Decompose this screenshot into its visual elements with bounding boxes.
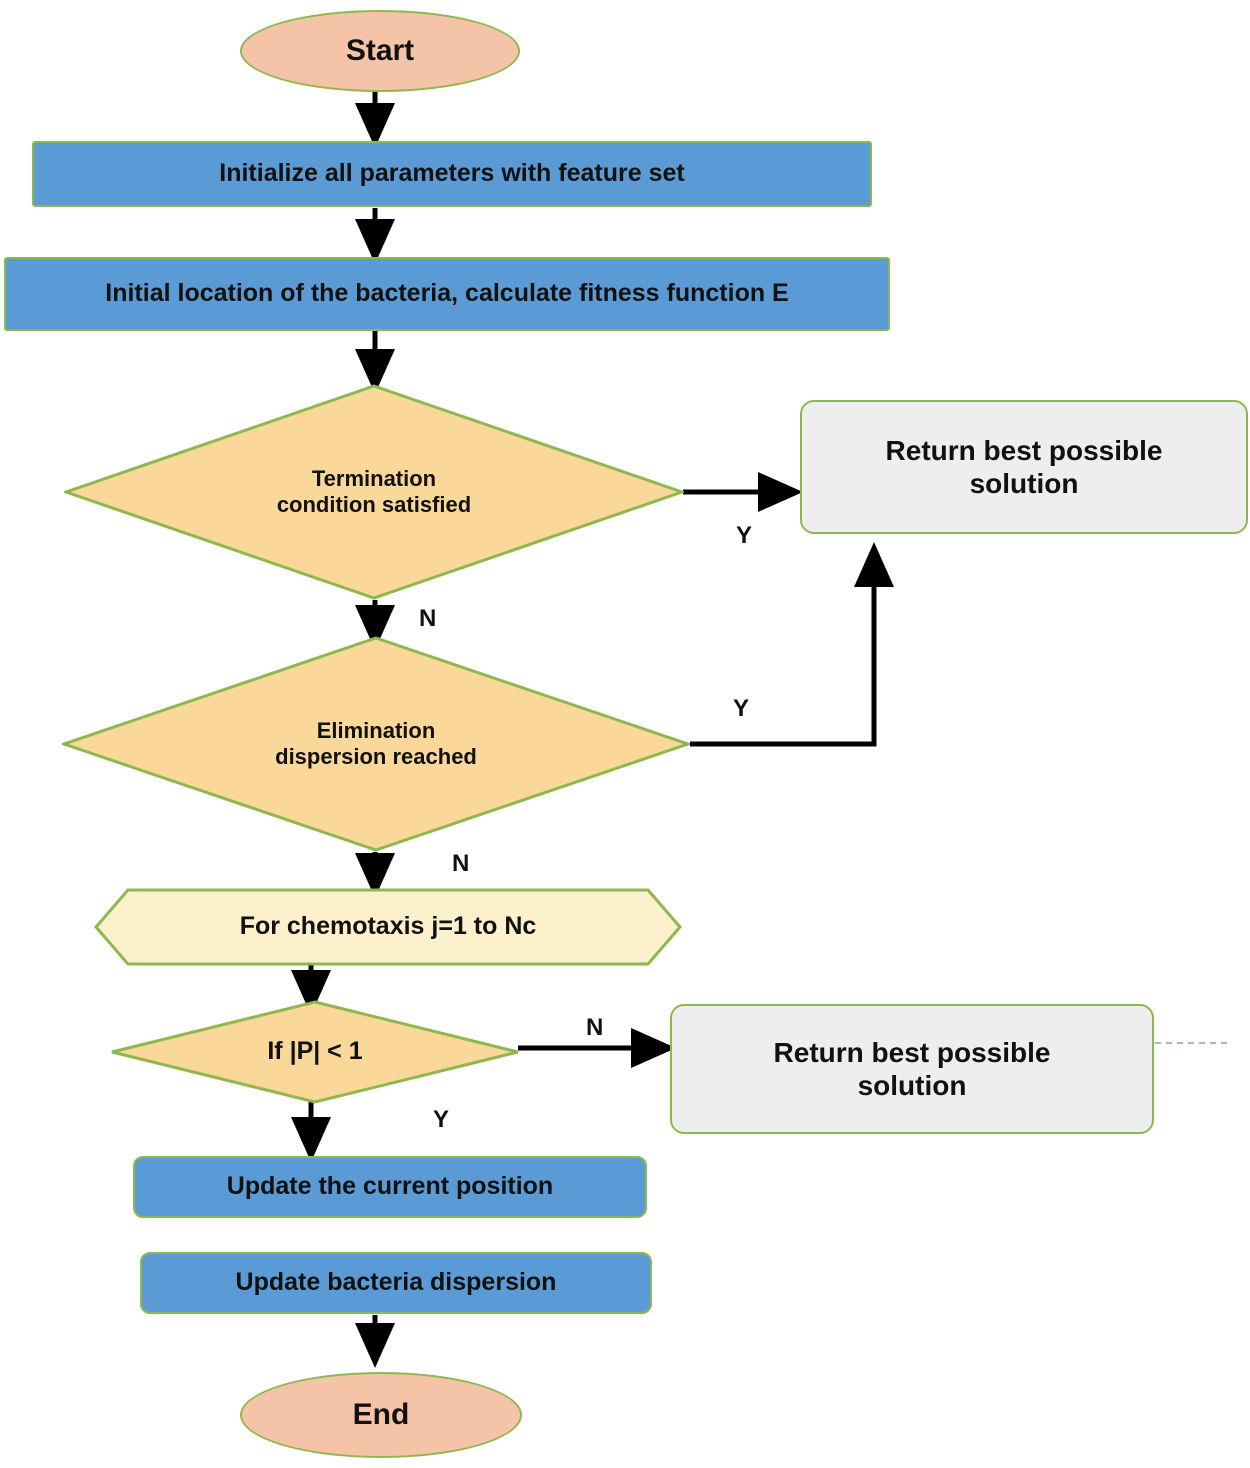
node-end[interactable] bbox=[240, 1372, 522, 1458]
node-update-dispersion[interactable] bbox=[140, 1252, 652, 1314]
edge-label-termination-yes: Y bbox=[736, 522, 753, 549]
node-initialize-parameters[interactable] bbox=[32, 141, 872, 207]
node-end-label: End bbox=[352, 1398, 410, 1432]
node-update-position-label: Update the current position bbox=[226, 1172, 554, 1201]
node-chemotaxis-loop-label: For chemotaxis j=1 to Nc bbox=[239, 912, 537, 941]
node-return-best-bottom-line1: Return best possible bbox=[773, 1036, 1051, 1068]
edge-label-if-p-yes: Y bbox=[433, 1106, 450, 1133]
node-return-best-solution-top[interactable] bbox=[800, 400, 1248, 534]
node-if-p-line1: If |P| < 1 bbox=[267, 1037, 363, 1066]
node-return-best-top-line2: solution bbox=[969, 468, 1079, 499]
node-termination-line1: Termination bbox=[311, 466, 437, 492]
node-start[interactable] bbox=[240, 10, 520, 92]
node-update-position[interactable] bbox=[133, 1156, 647, 1218]
node-initial-location[interactable] bbox=[4, 257, 890, 331]
node-elimination-line2: dispersion reached bbox=[275, 744, 477, 769]
node-elimination-line1: Elimination bbox=[316, 718, 436, 744]
edge-label-elimination-no: N bbox=[452, 850, 470, 877]
node-termination-decision[interactable] bbox=[64, 384, 684, 600]
node-start-label: Start bbox=[345, 34, 415, 68]
node-elimination-decision[interactable] bbox=[62, 636, 690, 852]
node-return-best-solution-bottom[interactable] bbox=[670, 1004, 1154, 1134]
node-if-p-decision[interactable] bbox=[110, 1000, 520, 1104]
node-initialize-parameters-label: Initialize all parameters with feature set bbox=[219, 159, 685, 188]
node-initial-location-label: Initial location of the bacteria, calculate fitness function E bbox=[105, 279, 789, 308]
edge-label-elimination-yes: Y bbox=[733, 695, 750, 722]
node-return-best-top-line1: Return best possible bbox=[885, 434, 1163, 466]
node-return-best-bottom-text bbox=[774, 1036, 1051, 1102]
node-elimination-decision-text bbox=[267, 718, 485, 770]
node-return-best-bottom-line2: solution bbox=[857, 1070, 967, 1101]
node-update-dispersion-label: Update bacteria dispersion bbox=[235, 1268, 557, 1297]
node-chemotaxis-loop[interactable] bbox=[94, 888, 682, 966]
node-termination-decision-text bbox=[269, 466, 479, 518]
node-return-best-top-text bbox=[886, 434, 1163, 500]
node-if-p-decision-text bbox=[259, 1037, 370, 1067]
edge-label-termination-no: N bbox=[419, 605, 437, 632]
edge-label-if-p-no: N bbox=[586, 1014, 604, 1041]
node-termination-line2: condition satisfied bbox=[276, 492, 472, 517]
